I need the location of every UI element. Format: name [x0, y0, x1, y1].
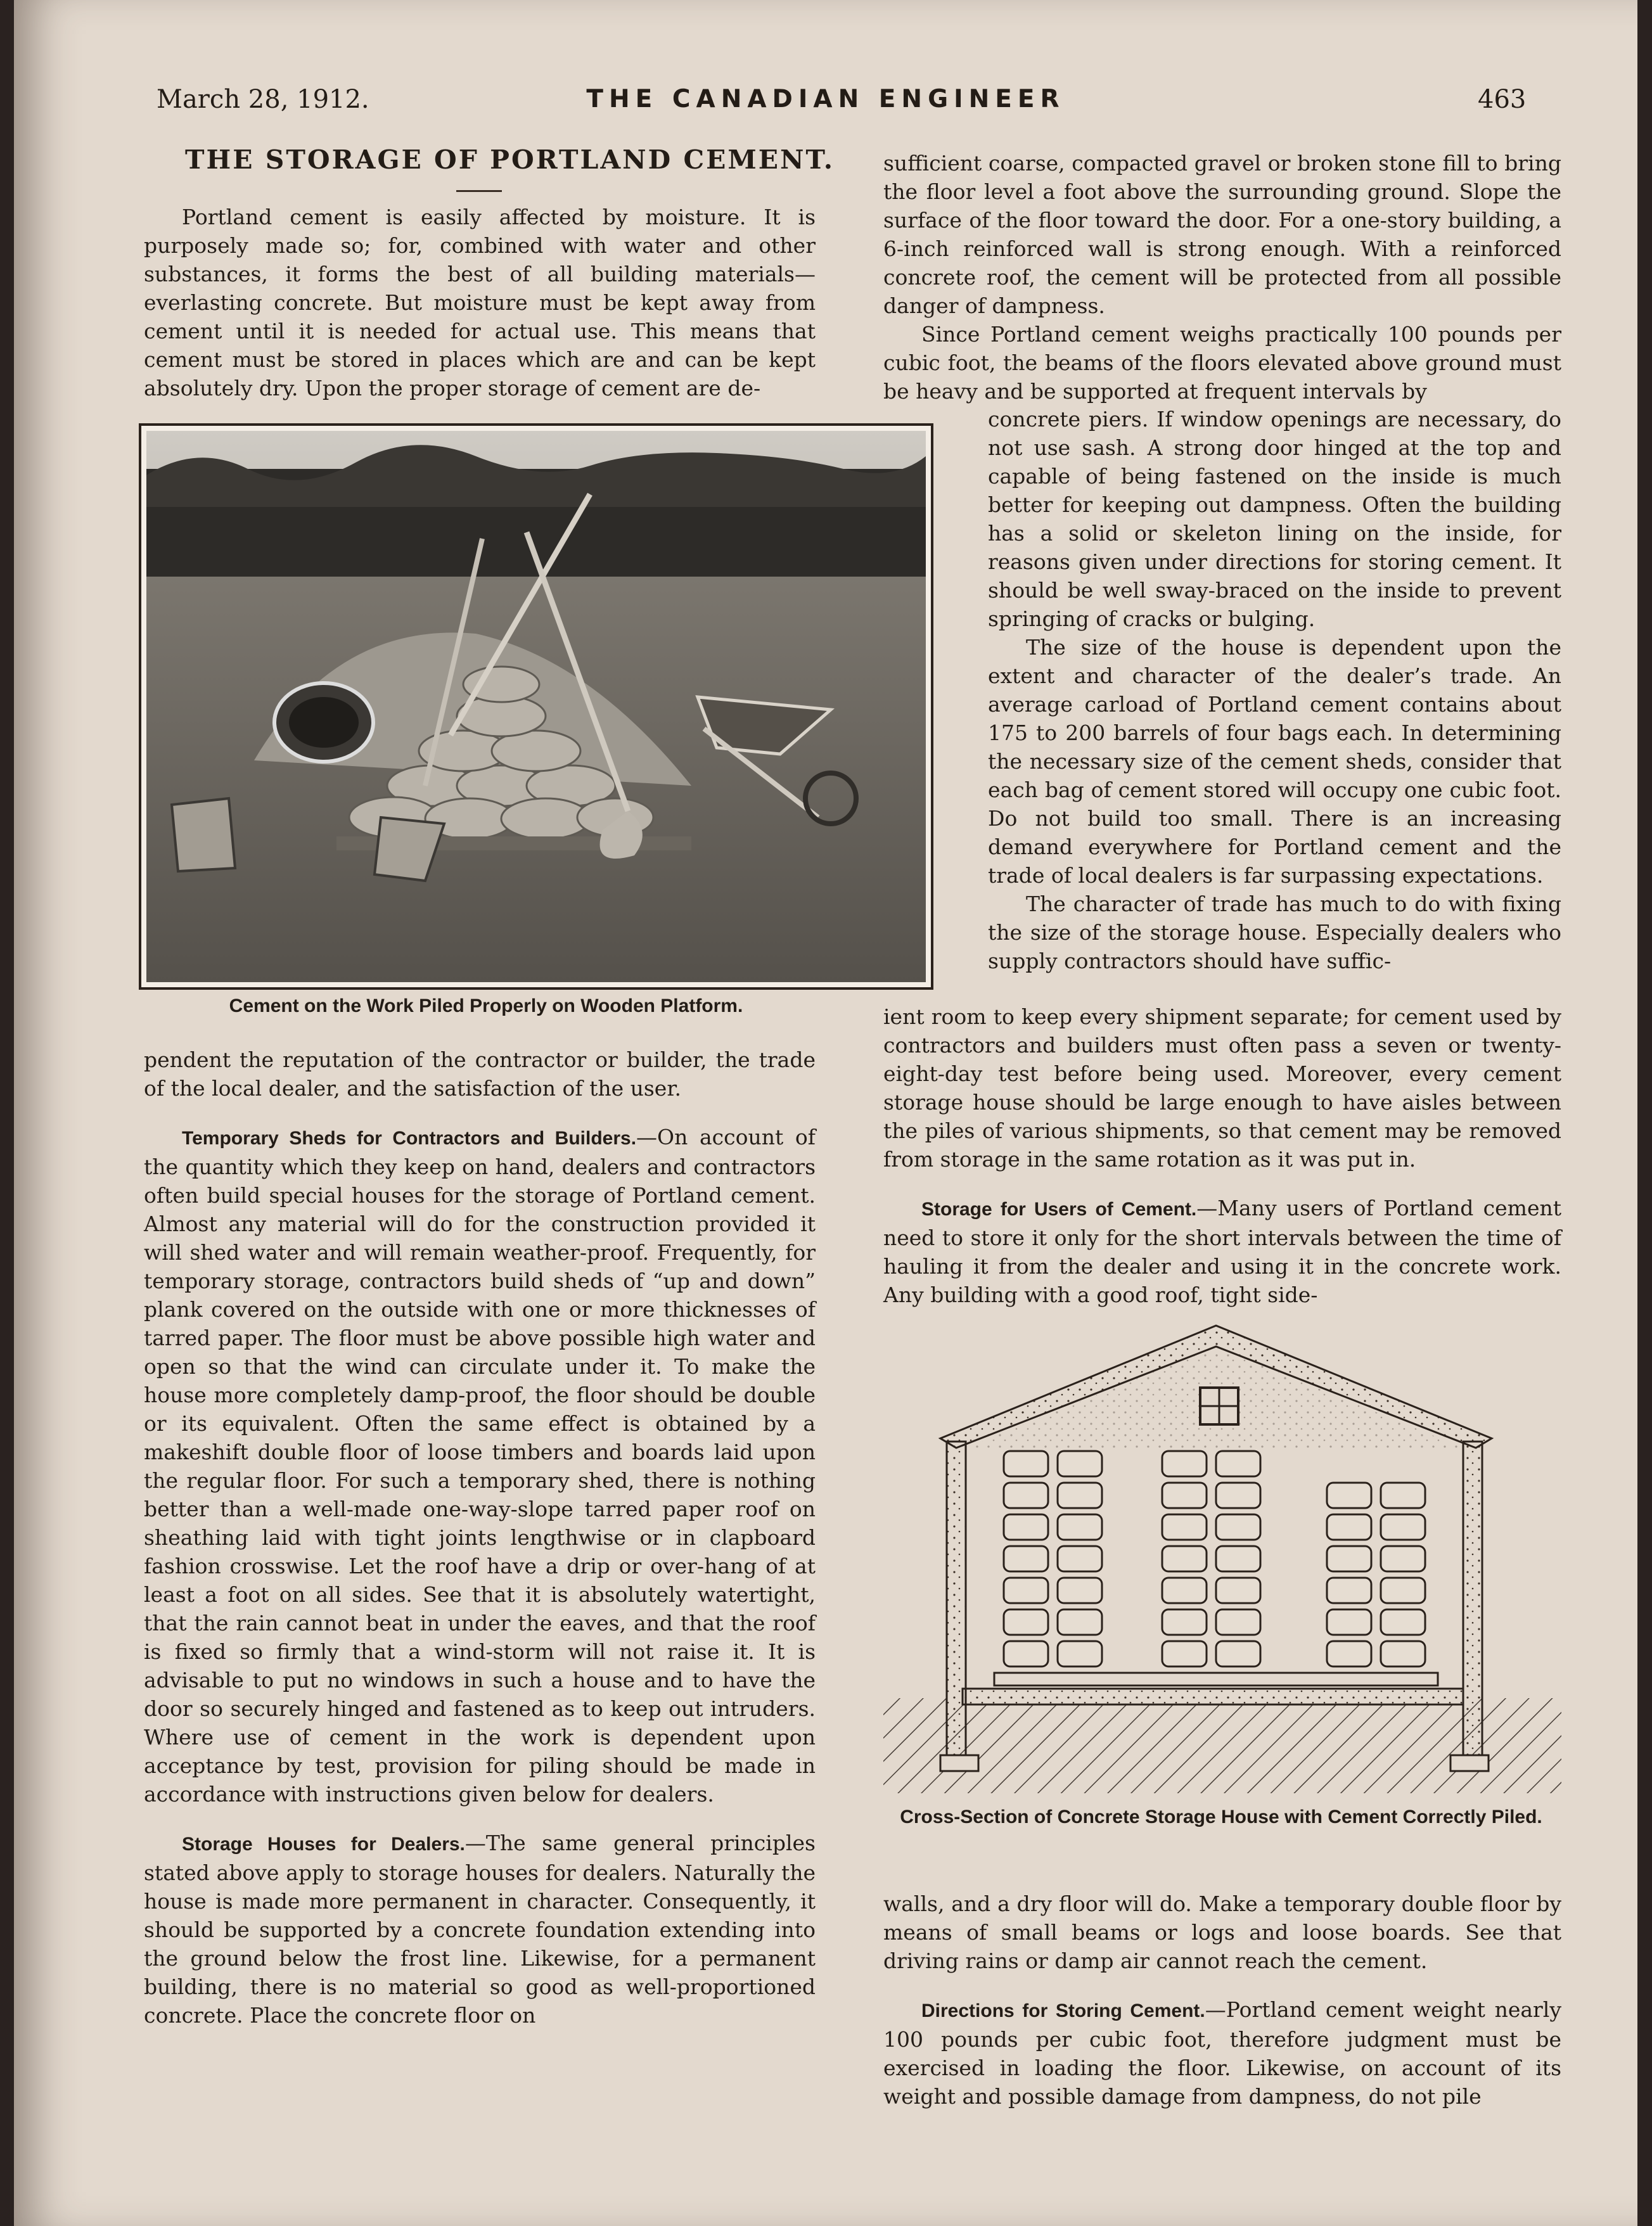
- right-paragraph-1: sufficient coarse, compacted gravel or broken stone fill to bring the floor level a foot above the surrounding ground. Slope the surface of the floor toward the door. For a one-story building, a 6-inch reinforced wall is strong enough. With a reinforced concrete roof, the cement will be protected from all possible danger of dampness.: [883, 151, 1561, 318]
- right-column-top: [883, 149, 1561, 406]
- right-paragraph-4a: The character of trade has much to do with fixing the size of the storage house. Especially dealers who supply contractors should have suffic-: [988, 892, 1561, 973]
- section-heading-users: Storage for Users of Cement.: [921, 1199, 1197, 1220]
- cement-pile-photo: [146, 431, 926, 982]
- journal-name: THE CANADIAN ENGINEER: [586, 85, 1065, 113]
- right-paragraph-2a: Since Portland cement weighs practically 100 pounds per cubic foot, the beams of the floors elevated above ground must be heavy and be supported at frequent intervals by: [883, 322, 1561, 404]
- title-rule: [456, 190, 502, 192]
- header-date: March 28, 1912.: [157, 85, 369, 114]
- drawing-caption: Cross-Section of Concrete Storage House with Cement Correctly Piled.: [900, 1807, 1542, 1827]
- right-paragraph-4b: ient room to keep every shipment separate; for cement used by contractors and builders must often pass a seven or twenty-eight-day test before being used. Moreover, every cement storage house should be large enough to have aisles between the piles of various shipments, so that cement may be removed from storage in the same rotation as it was put in.: [883, 1004, 1561, 1172]
- photo-figure: [139, 423, 933, 990]
- right-paragraph-3: The size of the house is dependent upon the extent and character of the dealer’s trade. An average carload of Portland cement contains about 175 to 200 barrels of four bags each. In determining the necessary size of the cement sheds, consider that each bag of cement stored will occupy one cubic foot. Do not build too small. There is an increasing demand everywhere for Portland cement and the trade of local dealers is far surpassing expectations.: [988, 635, 1561, 888]
- intro-paragraph: Portland cement is easily affected by moisture. It is purposely made so; for, combined with water and other substances, it forms the best of all building materials— everlasting concrete. But moisture must be kept away from cement until it is needed for actual use. This means that cement must be stored in places which are and can be kept absolutely dry. Upon the proper storage of cement are de-: [144, 205, 816, 400]
- page-number: 463: [1478, 85, 1527, 114]
- section-heading-temporary-sheds: Temporary Sheds for Contractors and Builders.: [182, 1128, 637, 1149]
- section-body-dealer-houses: —The same general principles stated above apply to storage houses for dealers. Naturally the house is made more permanent in character. Consequently, it should be supported by a concrete foundation extending into the ground below the frost line. Likewise, for a permanent building, there is no material so good as well-proportioned concrete. Place the concrete floor on: [144, 1831, 816, 2028]
- journal-page: [14, 0, 1637, 2226]
- cross-section-figure: [883, 1318, 1561, 1800]
- photo-caption: Cement on the Work Piled Properly on Wooden Platform.: [229, 995, 743, 1016]
- section-heading-dealer-houses: Storage Houses for Dealers.: [182, 1834, 465, 1855]
- users-continuation: walls, and a dry floor will do. Make a temporary double floor by means of small beams or logs and loose boards. See that driving rains or damp air cannot reach the cement.: [883, 1891, 1561, 1973]
- section-body-directions: —Portland cement weight nearly 100 pounds per cubic foot, therefore judgment must be exercised in loading the floor. Likewise, on account of its weight and possible damage from dampness, do not pile: [883, 1997, 1562, 2109]
- section-body-users: —Many users of Portland cement need to store it only for the short intervals between the time of hauling it from the dealer and using it in the concrete work. Any building with a good roof, tight side-: [883, 1196, 1561, 1307]
- left-column-top: [144, 203, 816, 402]
- article-title: THE STORAGE OF PORTLAND CEMENT.: [185, 144, 835, 175]
- section-heading-directions: Directions for Storing Cement.: [921, 2000, 1205, 2021]
- section-body-temporary-sheds: —On account of the quantity which they keep on hand, dealers and contractors often build special houses for the storage of Portland cement. Almost any material will do for the construction provided it will shed water and will remain weather-proof. Frequently, for temporary storage, contractors build sheds of “up and down” plank covered on the outside with one or more thicknesses of tarred paper. The floor must be above possible high water and open so that the wind can circulate under it. To make the house more completely damp-proof, the floor should be double or its equivalent. Often the same effect is obtained by a makeshift double floor of loose timbers and boards laid upon the regular floor. For such a temporary shed, there is nothing better than a well-made one-way-slope tarred paper roof on sheathing laid with tight joints lengthwise or in clapboard fashion crosswise. Let the roof have a drip or over-hang of at least a foot on all sides. See that it is absolutely watertight, that the rain cannot beat in under the eaves, and that the roof is fixed so firmly that a wind-storm will not raise it. It is advisable to put no windows in such a house and to have the door so securely hinged and fastened as to keep out intruders. Where use of cement in the work is dependent upon acceptance by test, provision for piling should be made in accordance with instructions given below for dealers.: [144, 1125, 816, 1807]
- right-column-indented: [988, 405, 1561, 975]
- right-column-bottom: [883, 1890, 1561, 2111]
- right-paragraph-2b: concrete piers. If window openings are necessary, do not use sash. A strong door hinged at the top and capable of being fastened on the inside is much better for keeping out dampness. Often the building has a solid or skeleton lining on the inside, for reasons given under directions for storing cement. It should be well sway-braced on the inside to prevent springing of cracks or bulging.: [988, 407, 1561, 631]
- intro-continuation: pendent the reputation of the contractor or builder, the trade of the local dealer, and the satisfaction of the user.: [144, 1047, 816, 1101]
- storage-house-cross-section: [883, 1318, 1561, 1800]
- right-column-middle: [883, 1002, 1561, 1309]
- left-column-bottom: [144, 1046, 816, 2030]
